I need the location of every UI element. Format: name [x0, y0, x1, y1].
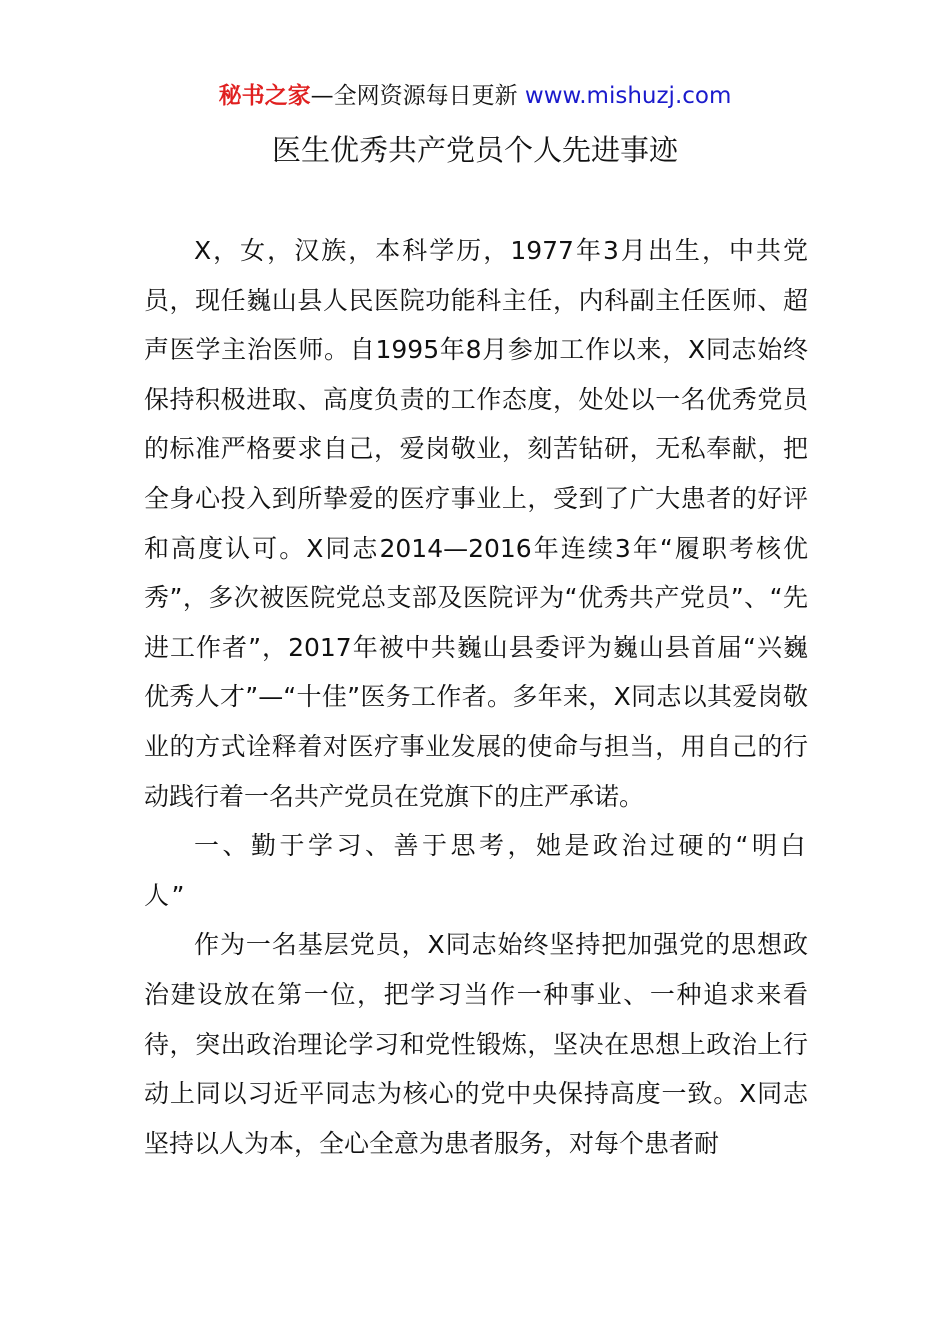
intro-paragraph: X，女，汉族，本科学历，1977年3月出生，中共党员，现任巍山县人民医院功能科主任，内科副主任医师、超声医学主治医师。自1995年8月参加工作以来，X同志始终保持积极进取、高度负责的工作态度，处处以一名优秀党员的标准严格要求自己，爱岗敬业，刻苦钻研，无私奉献，把全身心投入到所挚爱的医疗事业上，受到了广大患者的好评和高度认可。X同志2014—2016年连续3年“履职考核优秀”，多次被医院党总支部及医院评为“优秀共产党员”、“先进工作者”，2017年被中共巍山县委评为巍山县首届“兴巍优秀人才”—“十佳”医务工作者。多年来，X同志以其爱岗敬业的方式诠释着对医疗事业发展的使命与担当，用自己的行动践行着一名共产党员在党旗下的庄严承诺。 [144, 236, 808, 811]
section-paragraph: 作为一名基层党员，X同志始终坚持把加强党的思想政治建设放在第一位，把学习当作一种事业、一种追求来看待，突出政治理论学习和党性锻炼，坚决在思想上政治上行动上同以习近平同志为核心的党中央保持高度一致。X同志坚持以人为本，全心全意为患者服务，对每个患者耐 [144, 930, 808, 1158]
document-body [144, 226, 808, 1168]
site-header [0, 80, 950, 112]
section-heading: 一、勤于学习、善于思考，她是政治过硬的“明白人” [144, 831, 808, 910]
site-tagline: —全网资源每日更新 [310, 83, 518, 109]
document-title: 医生优秀共产党员个人先进事迹 [271, 133, 678, 167]
site-url-link[interactable]: www.mishuzj.com [524, 83, 732, 109]
site-brand: 秘书之家 [218, 83, 311, 109]
